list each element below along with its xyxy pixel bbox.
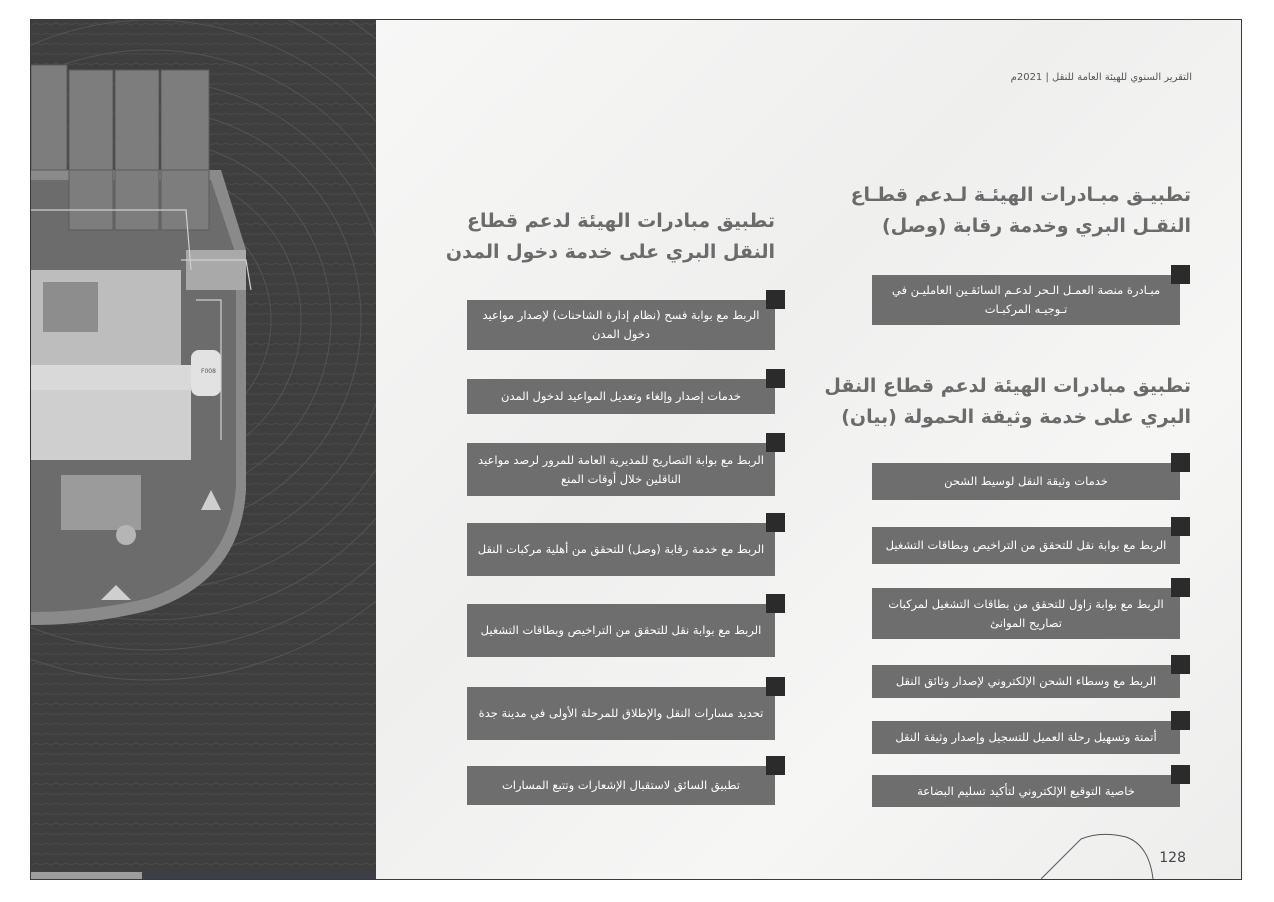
bullet-square (1171, 517, 1190, 536)
list-item: خدمات إصدار وإلغاء وتعديل المواعيد لدخول المدن (467, 379, 775, 414)
bullet-square (766, 756, 785, 775)
list-item: الربط مع بوابة التصاريح للمديرية العامة للمرور لرصد مواعيد الناقلين خلال أوقات المنع (467, 443, 775, 496)
color-strip-dark (142, 872, 376, 880)
bullet-square (766, 594, 785, 613)
list-item: الربط مع بوابة نقل للتحقق من التراخيص وبطاقات التشغيل (872, 527, 1180, 564)
bullet-square (1171, 453, 1190, 472)
report-page (30, 19, 1242, 880)
list-item: تطبيق السائق لاستقبال الإشعارات وتتبع المسارات (467, 766, 775, 805)
bullet-square (1171, 765, 1190, 784)
bullet-square (766, 369, 785, 388)
bullet-square (766, 513, 785, 532)
section-title-wasl: تطبيـق مبـادرات الهيئـة لـدعم قطـاع النقـل البري وخدمة رقابة (وصل) (850, 184, 1191, 237)
bullet-square (766, 290, 785, 309)
content-area (376, 20, 1241, 879)
ship-illustration (31, 20, 376, 880)
bullet-square (766, 433, 785, 452)
list-item: الربط مع خدمة رقابة (وصل) للتحقق من أهلية مركبات النقل (467, 523, 775, 576)
list-item: الربط مع بوابة نقل للتحقق من التراخيص وبطاقات التشغيل (467, 604, 775, 657)
section-title-bayan: تطبيق مبادرات الهيئة لدعم قطاع النقل البري على خدمة وثيقة الحمولة (بيان) (824, 375, 1191, 428)
bullet-square (1171, 655, 1190, 674)
bullet-square (1171, 711, 1190, 730)
list-item: خدمات وثيقة النقل لوسيط الشحن (872, 463, 1180, 500)
lifeboat-marking: F008 (201, 368, 216, 375)
list-item: مبـادرة منصة العمـل الـحر لدعـم السائقـين العامليـن في تـوجيـه المركبـات (872, 275, 1180, 325)
list-item: تحديد مسارات النقل والإطلاق للمرحلة الأولى في مدينة جدة (467, 687, 775, 740)
list-item: الربط مع بوابة فسح (نظام إدارة الشاحنات) لإصدار مواعيد دخول المدن (467, 300, 775, 350)
list-item: أتمتة وتسهيل رحلة العميل للتسجيل وإصدار وثيقة النقل (872, 721, 1180, 754)
running-header: التقرير السنوي للهيئة العامة للنقل | 2021م (1010, 72, 1192, 83)
list-item: الربط مع بوابة زاول للتحقق من بطاقات التشغيل لمركبات تصاريح الموانئ (872, 588, 1180, 639)
page-number: 128 (1159, 850, 1186, 866)
bullet-square (766, 677, 785, 696)
color-strip-light (31, 872, 142, 880)
bullet-square (1171, 578, 1190, 597)
list-item: خاصية التوقيع الإلكتروني لتأكيد تسليم البضاعة (872, 775, 1180, 807)
list-item: الربط مع وسطاء الشحن الإلكتروني لإصدار وثائق النقل (872, 665, 1180, 698)
bullet-square (1171, 265, 1190, 284)
ship-aerial-photo (31, 20, 376, 880)
section-title-city-entry: تطبيق مبادرات الهيئة لدعم قطاع النقل البري على خدمة دخول المدن (445, 210, 775, 263)
